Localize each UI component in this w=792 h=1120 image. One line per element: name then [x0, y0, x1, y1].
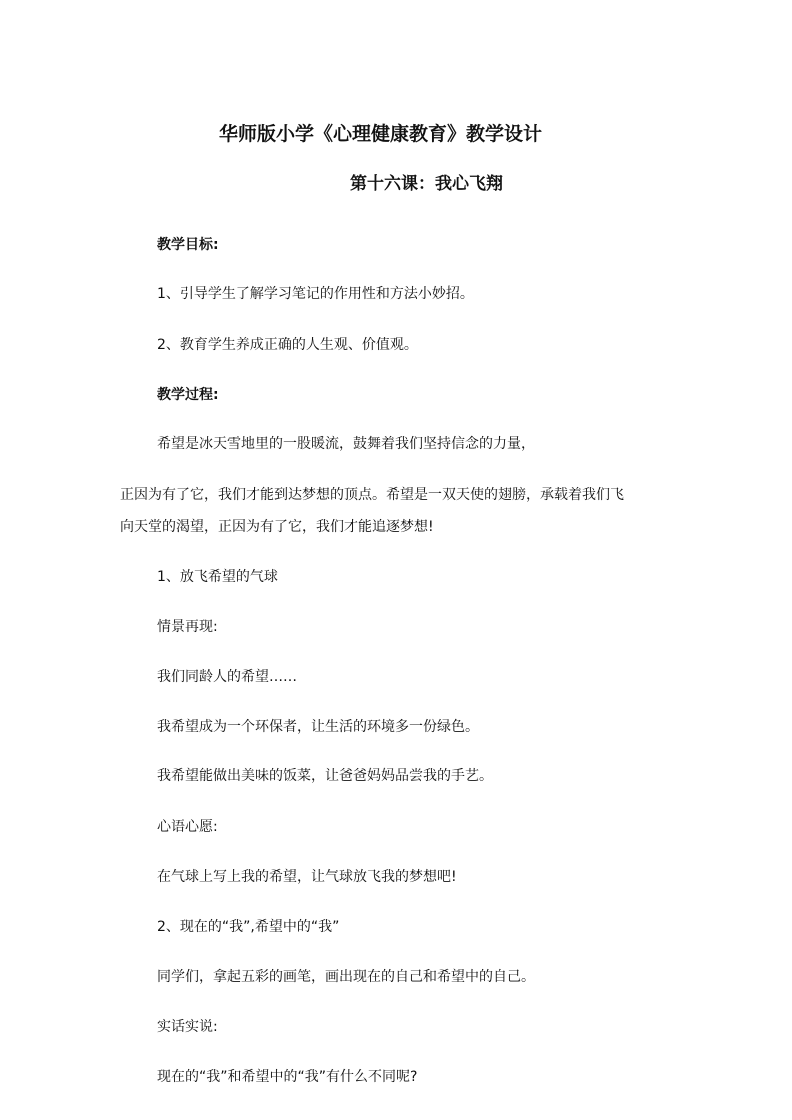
objectives-heading: 教学目标:: [157, 237, 219, 253]
scene-line-3: 我希望能做出美味的饭菜，让爸爸妈妈品尝我的手艺。: [157, 768, 493, 784]
talk-line: 现在的“我”和希望中的“我”有什么不同呢?: [157, 1069, 418, 1085]
scene-line-1: 我们同龄人的希望……: [157, 669, 297, 685]
section-2-heading: 2、现在的“我”,希望中的“我”: [157, 919, 340, 935]
objective-item-1: 1、引导学生了解学习笔记的作用性和方法小妙招。: [157, 286, 474, 302]
scene-line-2: 我希望成为一个环保者，让生活的环境多一份绿色。: [157, 719, 479, 735]
section-1-heading: 1、放飞希望的气球: [157, 569, 278, 585]
talk-heading: 实话实说:: [157, 1019, 218, 1035]
intro-paragraph-line-1: 希望是冰天雪地里的一股暖流，鼓舞着我们坚持信念的力量，: [157, 436, 535, 452]
scene-heading: 情景再现:: [157, 619, 218, 635]
wish-line: 在气球上写上我的希望，让气球放飞我的梦想吧!: [157, 869, 457, 885]
lesson-title: 第十六课：我心飞翔: [350, 174, 503, 194]
intro-paragraph-line-2: 正因为有了它，我们才能到达梦想的顶点。希望是一双天使的翅膀，承载着我们飞: [120, 487, 624, 503]
draw-line: 同学们，拿起五彩的画笔，画出现在的自己和希望中的自己。: [157, 969, 535, 985]
wish-heading: 心语心愿:: [157, 819, 218, 835]
objective-item-2: 2、教育学生养成正确的人生观、价值观。: [157, 337, 418, 353]
process-heading: 教学过程:: [157, 387, 219, 403]
document-title: 华师版小学《心理健康教育》教学设计: [219, 123, 543, 145]
intro-paragraph-line-3: 向天堂的渴望，正因为有了它，我们才能追逐梦想!: [120, 519, 434, 535]
